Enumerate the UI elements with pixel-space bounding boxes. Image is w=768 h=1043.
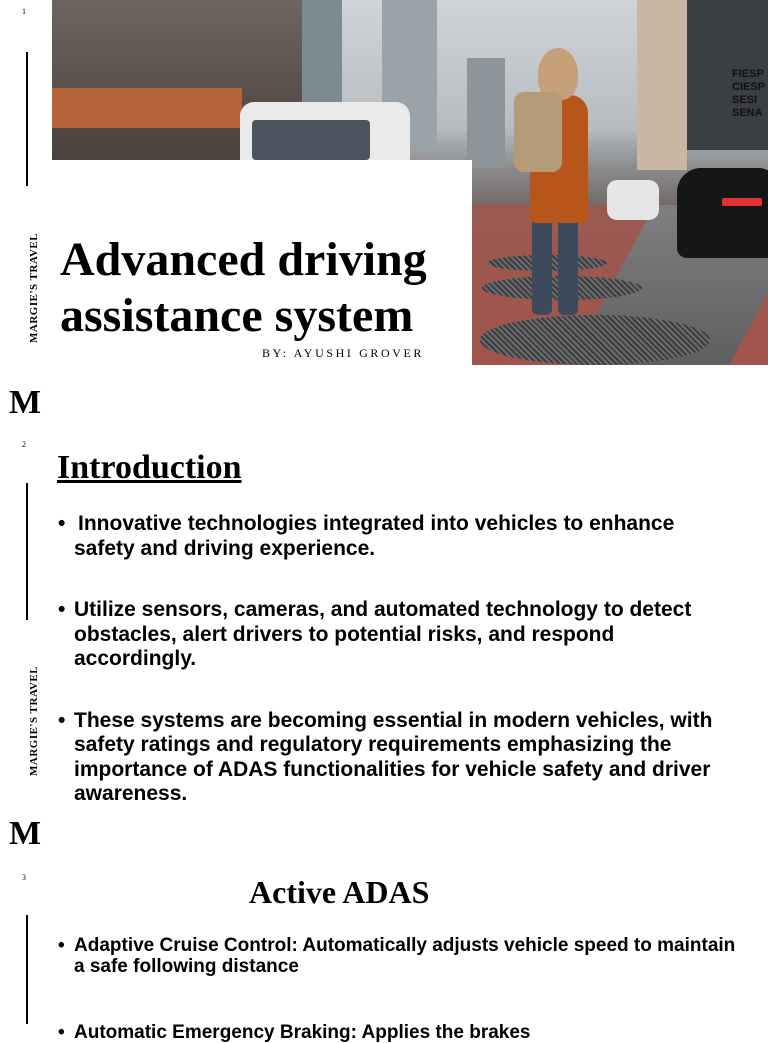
title-card	[52, 160, 472, 365]
active-adas-heading: Active ADAS	[249, 874, 430, 910]
byline: BY: AYUSHI GROVER	[262, 346, 425, 360]
slide-number: 3	[22, 873, 26, 882]
divider-line	[26, 52, 28, 186]
drain-grate	[480, 315, 710, 365]
person-leg	[558, 215, 578, 315]
intro-heading: Introduction	[57, 449, 242, 486]
logo-mark: M	[9, 384, 42, 421]
slide-number: 1	[22, 7, 26, 16]
building-tower-2	[467, 58, 505, 168]
car-taillight	[722, 198, 762, 206]
divider-line	[26, 915, 28, 1024]
list-item: • Automatic Emergency Braking: Applies the brakes	[58, 1022, 531, 1043]
slide-1	[0, 0, 768, 365]
building-right	[637, 0, 687, 170]
intro-bullet-list	[56, 512, 736, 807]
backpack	[514, 92, 562, 172]
car-white	[607, 180, 659, 220]
brand-vertical-label: MARGIE'S TRAVEL	[28, 665, 40, 776]
brand-vertical-label: MARGIE'S TRAVEL	[28, 232, 40, 343]
slide-number: 2	[22, 440, 26, 449]
active-adas-bullet-list	[56, 935, 736, 1043]
building-facade-band	[52, 88, 242, 128]
person-leg	[532, 215, 552, 315]
car	[677, 168, 768, 258]
building-sign: FIESP CIESP SESI SENA	[732, 68, 766, 119]
list-item: • These systems are becoming essential in modern vehicles, with safety ratings and regulatory requirements emphasizing the importance of ADAS functionalities for vehicle safety and driver awareness.	[58, 708, 713, 805]
van-window	[252, 120, 370, 160]
divider-line	[26, 483, 28, 620]
list-item: • Utilize sensors, cameras, and automated technology to detect obstacles, alert drivers to potential risks, and respond accordingly.	[58, 598, 692, 670]
presentation-title: Advanced driving assistance system	[60, 233, 427, 342]
logo-mark: M	[9, 815, 42, 852]
list-item: • Innovative technologies integrated into vehicles to enhance safety and driving experience.	[58, 512, 675, 560]
list-item: • Adaptive Cruise Control: Automatically adjusts vehicle speed to maintain a safe following distance	[58, 935, 736, 977]
